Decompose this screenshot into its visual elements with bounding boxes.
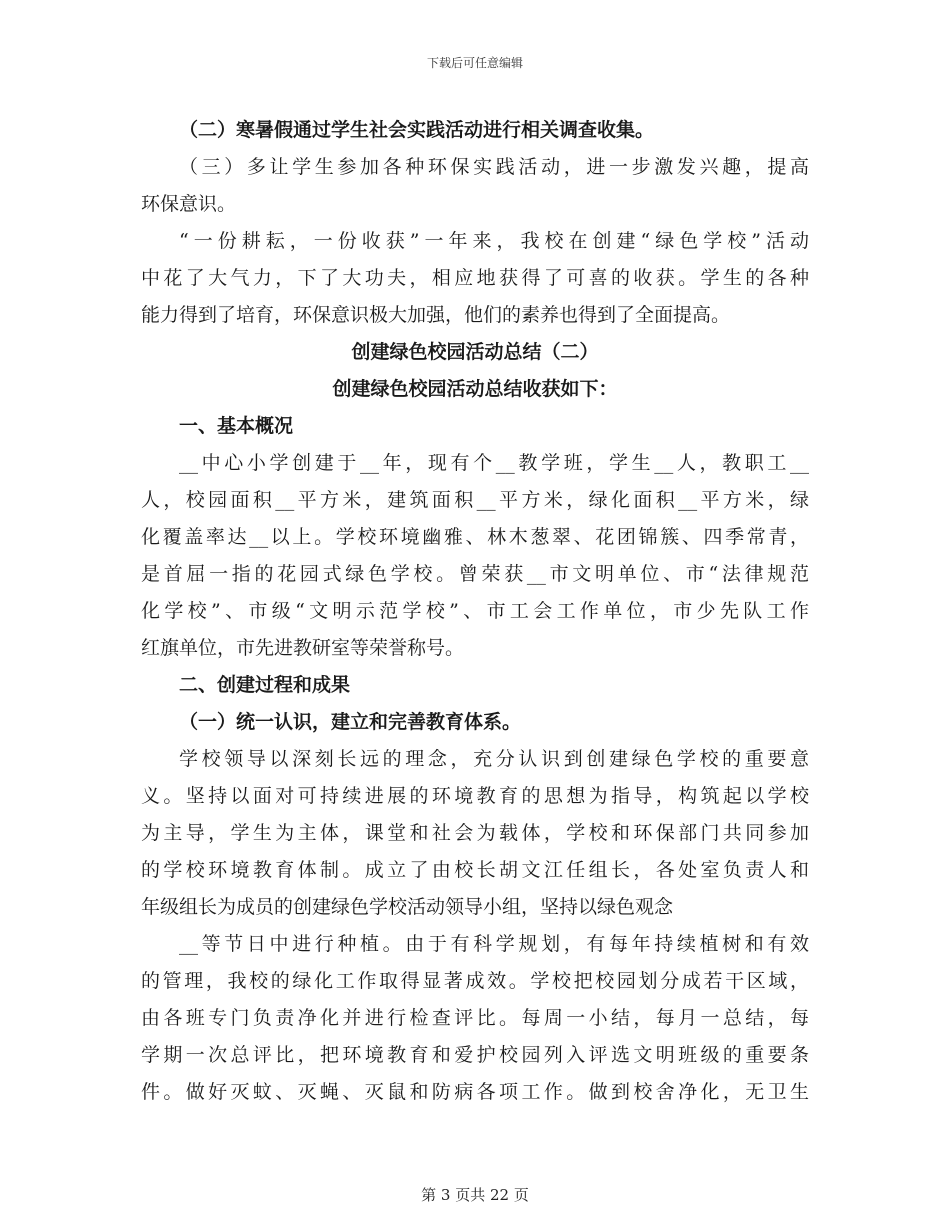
paragraph-line: 能力得到了培育，环保意识极大加强，他们的素养也得到了全面提高。 [141,304,731,326]
page-header: 下载后可任意编辑 [426,56,523,70]
paragraph-line: 的管理，我校的绿化工作取得显著成效。学校把校园划分成若干区域， [141,970,809,992]
paragraph-line: 件。做好灭蚊、灭蝇、灭鼠和防病各项工作。做到校舍净化，无卫生 [141,1081,809,1103]
section-heading: 二、创建过程和成果 [179,674,351,696]
paragraph-line: __等节日中进行种植。由于有科学规划，有每年持续植树和有效 [179,933,809,955]
paragraph-line: 化覆盖率达__以上。学校环境幽雅、林木葱翠、花团锦簇、四季常青， [141,526,809,548]
paragraph-line: 的学校环境教育体制。成立了由校长胡文江任组长，各处室负责人和 [141,859,809,881]
paragraph-line: __中心小学创建于__年，现有个__教学班，学生__人，教职工__ [179,452,809,474]
paragraph-line: 中花了大气力，下了大功夫，相应地获得了可喜的收获。学生的各种 [141,267,809,289]
paragraph-line: （三）多让学生参加各种环保实践活动，进一步激发兴趣，提高 [179,156,809,178]
paragraph-line: 学期一次总评比，把环境教育和爱护校园列入评选文明班级的重要条 [141,1044,809,1066]
paragraph-line: 红旗单位，市先进教研室等荣誉称号。 [141,637,465,659]
document-body [141,112,809,1111]
section-heading: 一、基本概况 [179,415,294,437]
paragraph-line: 由各班专门负责净化并进行检查评比。每周一小结，每月一总结，每 [141,1007,809,1029]
paragraph-line: 为主导，学生为主体，课堂和社会为载体，学校和环保部门共同参加 [141,822,809,844]
paragraph-line: “一份耕耘，一份收获”一年来，我校在创建“绿色学校”活动 [179,230,809,252]
document-title: 创建绿色校园活动总结（二） [351,341,599,363]
paragraph-line: 是首屈一指的花园式绿色学校。曾荣获__市文明单位、市“法律规范 [141,563,809,585]
paragraph-line: 环保意识。 [141,193,237,215]
paragraph-line: 人，校园面积__平方米，建筑面积__平方米，绿化面积__平方米，绿 [141,489,809,511]
paragraph-line: 义。坚持以面对可持续进展的环境教育的思想为指导，构筑起以学校 [141,785,809,807]
document-subtitle: 创建绿色校园活动总结收获如下： [332,378,618,400]
page-footer: 第 3 页共 22 页 [421,1186,529,1204]
subsection-heading: （一）统一认识，建立和完善教育体系。 [179,711,522,733]
paragraph-line: 化学校”、市级“文明示范学校”、市工会工作单位，市少先队工作 [141,600,809,622]
paragraph-line: 年级组长为成员的创建绿色学校活动领导小组，坚持以绿色观念 [141,896,674,918]
paragraph-line: 学校领导以深刻长远的理念，充分认识到创建绿色学校的重要意 [179,748,809,770]
paragraph-heading: （二）寒暑假通过学生社会实践活动进行相关调查收集。 [179,119,655,141]
